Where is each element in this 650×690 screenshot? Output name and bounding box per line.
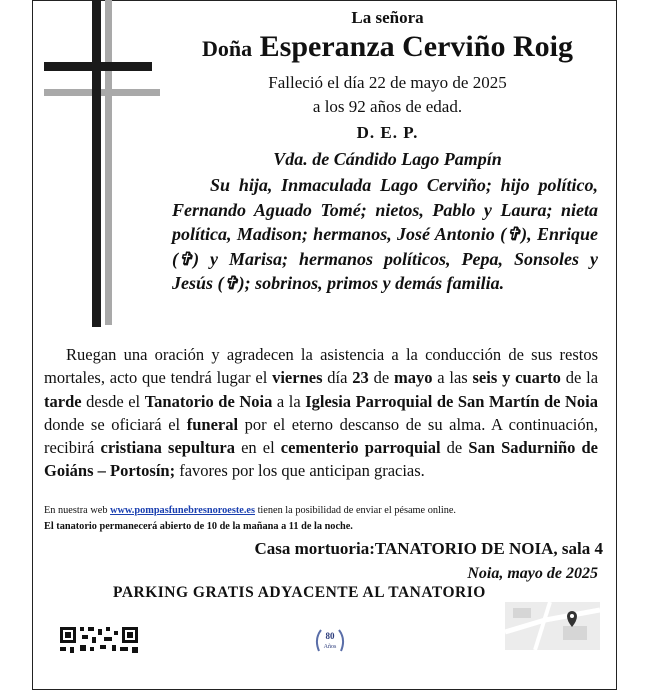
widow-line: Vda. de Cándido Lago Pampín xyxy=(273,149,502,169)
intro-text: La señora xyxy=(351,8,424,27)
badge-number: 80 xyxy=(325,631,335,641)
family-list: Su hija, Inmaculada Lago Cerviño; hijo político, Fernando Aguado Tomé; nietos, Pablo y Laura; nieta política, Madison; hermanos, José Antonio (✞), Enrique (✞) y Marisa; hermanos políticos, Pepa, Sonsoles y Jesús (✞); sobrinos, primos y demás familia. xyxy=(172,175,598,293)
hours-note: El tanatorio permanecerá abierto de 10 de la mañana a 11 de la noche. xyxy=(44,521,353,532)
place-date: Noia, mayo de 2025 xyxy=(467,565,598,582)
badge-text: Años xyxy=(323,644,337,650)
full-name: Esperanza Cerviño Roig xyxy=(259,30,573,63)
location-map-icon[interactable] xyxy=(505,602,600,650)
deceased-name xyxy=(160,30,615,64)
qr-code-icon[interactable] xyxy=(60,625,140,655)
death-date: Falleció el día 22 de mayo de 2025 xyxy=(268,73,507,92)
web-note: En nuestra web www.pompasfunebresnoroeste.es tienen la posibilidad de enviar el pésame online. xyxy=(44,505,457,516)
website-link[interactable]: www.pompasfunebresnoroeste.es xyxy=(110,505,255,516)
casa-mortuoria: Casa mortuoria:TANATORIO DE NOIA, sala 4 xyxy=(254,539,603,558)
dep-text: D. E. P. xyxy=(356,123,419,142)
anniversary-badge-icon xyxy=(313,627,347,653)
parking-note: PARKING GRATIS ADYACENTE AL TANATORIO xyxy=(113,584,486,601)
ceremony-details: Ruegan una oración y agradecen la asistencia a la conducción de sus restos mortales, acto que tendrá lugar el viernes día 23 de mayo a las seis y cuarto de la tarde desde el Tanatorio de Noia a la Iglesia Parroquial de San Martín de Noia donde se oficiará el funeral por el eterno descanso de su alma. A continuación, recibirá cristiana sepultura en el cementerio parroquial de San Sadurniño de Goiáns – Portosín; favores por los que anticipan gracias. xyxy=(44,345,599,481)
age-line: a los 92 años de edad. xyxy=(312,97,463,116)
honorific: Doña xyxy=(202,36,253,61)
